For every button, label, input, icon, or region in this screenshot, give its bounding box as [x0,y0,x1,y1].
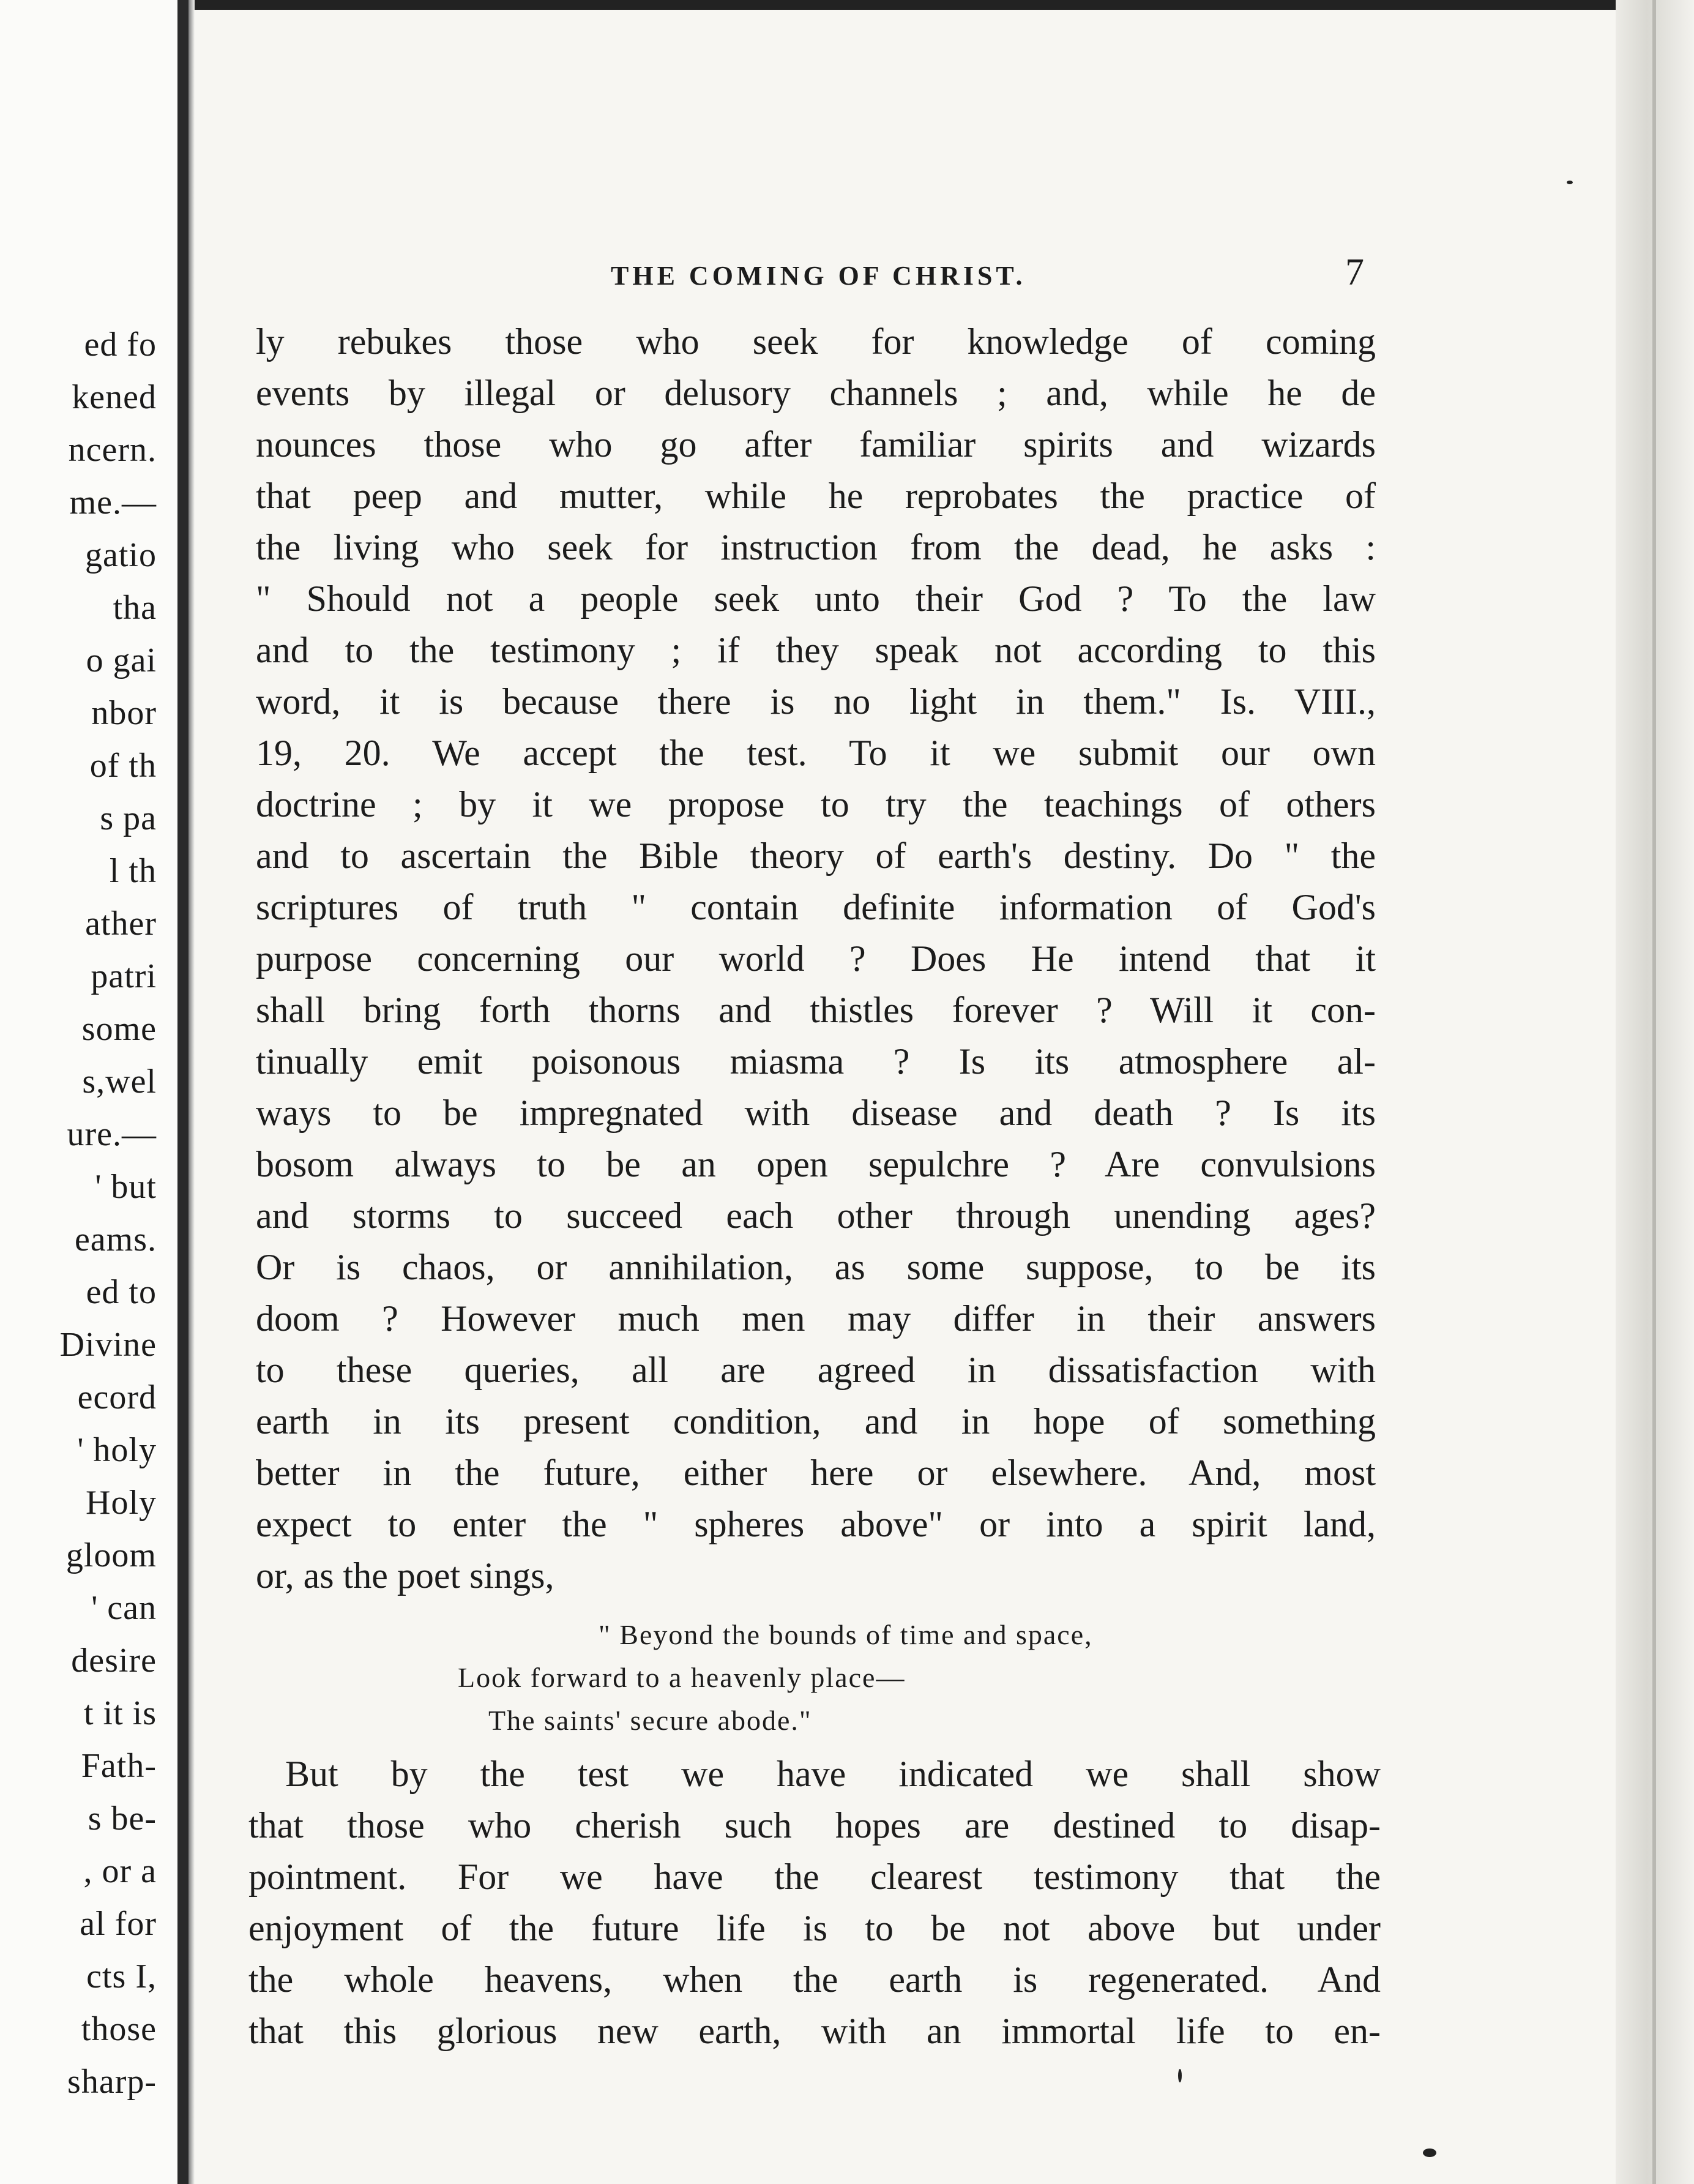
text-line: enjoyment of the future life is to be not above but under [248,1908,1381,1948]
text-line: " Should not a people seek unto their God ? To the law [256,578,1376,619]
text-line: and to the testimony ; if they speak not according to this [256,630,1376,670]
text-line: expect to enter the " spheres above" or into a spirit land, [256,1504,1376,1544]
text-line: doctrine ; by it we propose to try the teachings of others [256,784,1376,825]
previous-page-fragment: al for [80,1905,157,1943]
page-edge-line [1652,0,1656,2184]
body-paragraph-1 [256,316,1376,1601]
text-line: that this glorious new earth, with an immortal life to en- [248,2011,1381,2051]
previous-page-fragment: t it is [83,1694,157,1732]
previous-page-fragment: kened [72,378,157,416]
previous-page-fragment: desire [71,1642,157,1680]
previous-page-fragment: s pa [100,799,157,837]
ink-speck [1178,2069,1182,2082]
previous-page-fragment: sharp- [67,2063,157,2101]
text-line: earth in its present condition, and in hope of something [256,1401,1376,1442]
gutter-shadow [188,0,195,2184]
text-line: bosom always to be an open sepulchre ? Are convulsions [256,1144,1376,1184]
previous-page-fragment: ' but [95,1168,157,1206]
text-line: ly rebukes those who seek for knowledge of coming [256,321,1376,362]
poem-quotation [256,1614,1376,1742]
text-line: 19, 20. We accept the test. To it we submit our own [256,733,1376,773]
text-line: events by illegal or delusory channels ; and, while he de [256,373,1376,413]
previous-page-fragment: cts I, [86,1958,157,1995]
ink-speck [1567,181,1573,184]
previous-page-fragment: o gai [86,641,157,679]
previous-page-fragment: ure.— [67,1115,157,1153]
text-line: and storms to succeed each other through unending ages? [256,1195,1376,1236]
previous-page-fragment: eams. [74,1221,157,1258]
book-page [195,10,1616,2184]
previous-page-fragment: nbor [91,694,157,732]
previous-page-fragment: patri [91,957,157,995]
text-line: that peep and mutter, while he reprobates the practice of [256,476,1376,516]
previous-page-fragment: ' can [91,1589,157,1627]
verse-line: " Beyond the bounds of time and space, [599,1619,1093,1650]
text-line: shall bring forth thorns and thistles forever ? Will it con- [256,990,1376,1030]
previous-page-fragment: ed to [86,1273,157,1311]
previous-page-fragment: ed fo [84,326,157,364]
text-line: better in the future, either here or elsewhere. And, most [256,1453,1376,1493]
text-line: and to ascertain the Bible theory of earth's destiny. Do " the [256,836,1376,876]
previous-page-fragment: ncern. [68,431,157,469]
previous-page-fragment: l th [109,852,157,890]
running-head [195,252,1616,297]
previous-page-fragment: s be- [88,1800,157,1838]
verse-line: Look forward to a heavenly place— [458,1662,906,1693]
previous-page-fragment: gatio [85,536,157,574]
book-gutter [177,0,188,2184]
page-number: 7 [1345,252,1364,293]
previous-page-fragment: , or a [83,1852,157,1890]
previous-page-fragment: ' holy [77,1431,157,1469]
previous-page-fragment: Divine [59,1326,157,1364]
previous-page-fragment: s,wel [82,1063,157,1101]
previous-page-fragment: ather [85,905,157,943]
previous-page-edge [0,0,177,2184]
text-line: But by the test we have indicated we shall show [285,1754,1381,1794]
text-line: purpose concerning our world ? Does He intend that it [256,938,1376,979]
previous-page-fragment: me.— [69,484,157,522]
text-line: that those who cherish such hopes are destined to disap- [248,1805,1381,1846]
running-head-title: THE COMING OF CHRIST. [611,261,1026,291]
previous-page-fragment: gloom [65,1536,157,1574]
text-line: ways to be impregnated with disease and death ? Is its [256,1093,1376,1133]
previous-page-fragment: tha [113,589,157,627]
previous-page-text-fragments [0,318,177,2108]
text-line: scriptures of truth " contain definite information of God's [256,887,1376,927]
text-line: tinually emit poisonous miasma ? Is its atmosphere al- [256,1041,1376,1082]
previous-page-fragment: those [81,2010,157,2048]
text-line: pointment. For we have the clearest testimony that the [248,1857,1381,1897]
previous-page-fragment: some [81,1010,157,1048]
previous-page-fragment: ecord [77,1378,157,1416]
body-paragraph-2 [248,1748,1381,2057]
text-line: the living who seek for instruction from the dead, he asks : [256,527,1376,567]
text-line: nounces those who go after familiar spirits and wizards [256,424,1376,465]
previous-page-fragment: Fath- [81,1747,157,1785]
text-line: or, as the poet sings, [256,1555,554,1596]
text-line: Or is chaos, or annihilation, as some suppose, to be its [256,1247,1376,1287]
previous-page-fragment: Holy [86,1484,157,1522]
ink-speck [1423,2148,1436,2157]
text-line: the whole heavens, when the earth is regenerated. And [248,1959,1381,2000]
scan-top-border [0,0,1694,10]
text-line: doom ? However much men may differ in their answers [256,1298,1376,1339]
text-line: to these queries, all are agreed in dissatisfaction with [256,1350,1376,1390]
text-line: word, it is because there is no light in them." Is. VIII., [256,681,1376,722]
verse-line: The saints' secure abode." [488,1705,812,1736]
previous-page-fragment: of th [89,747,157,785]
